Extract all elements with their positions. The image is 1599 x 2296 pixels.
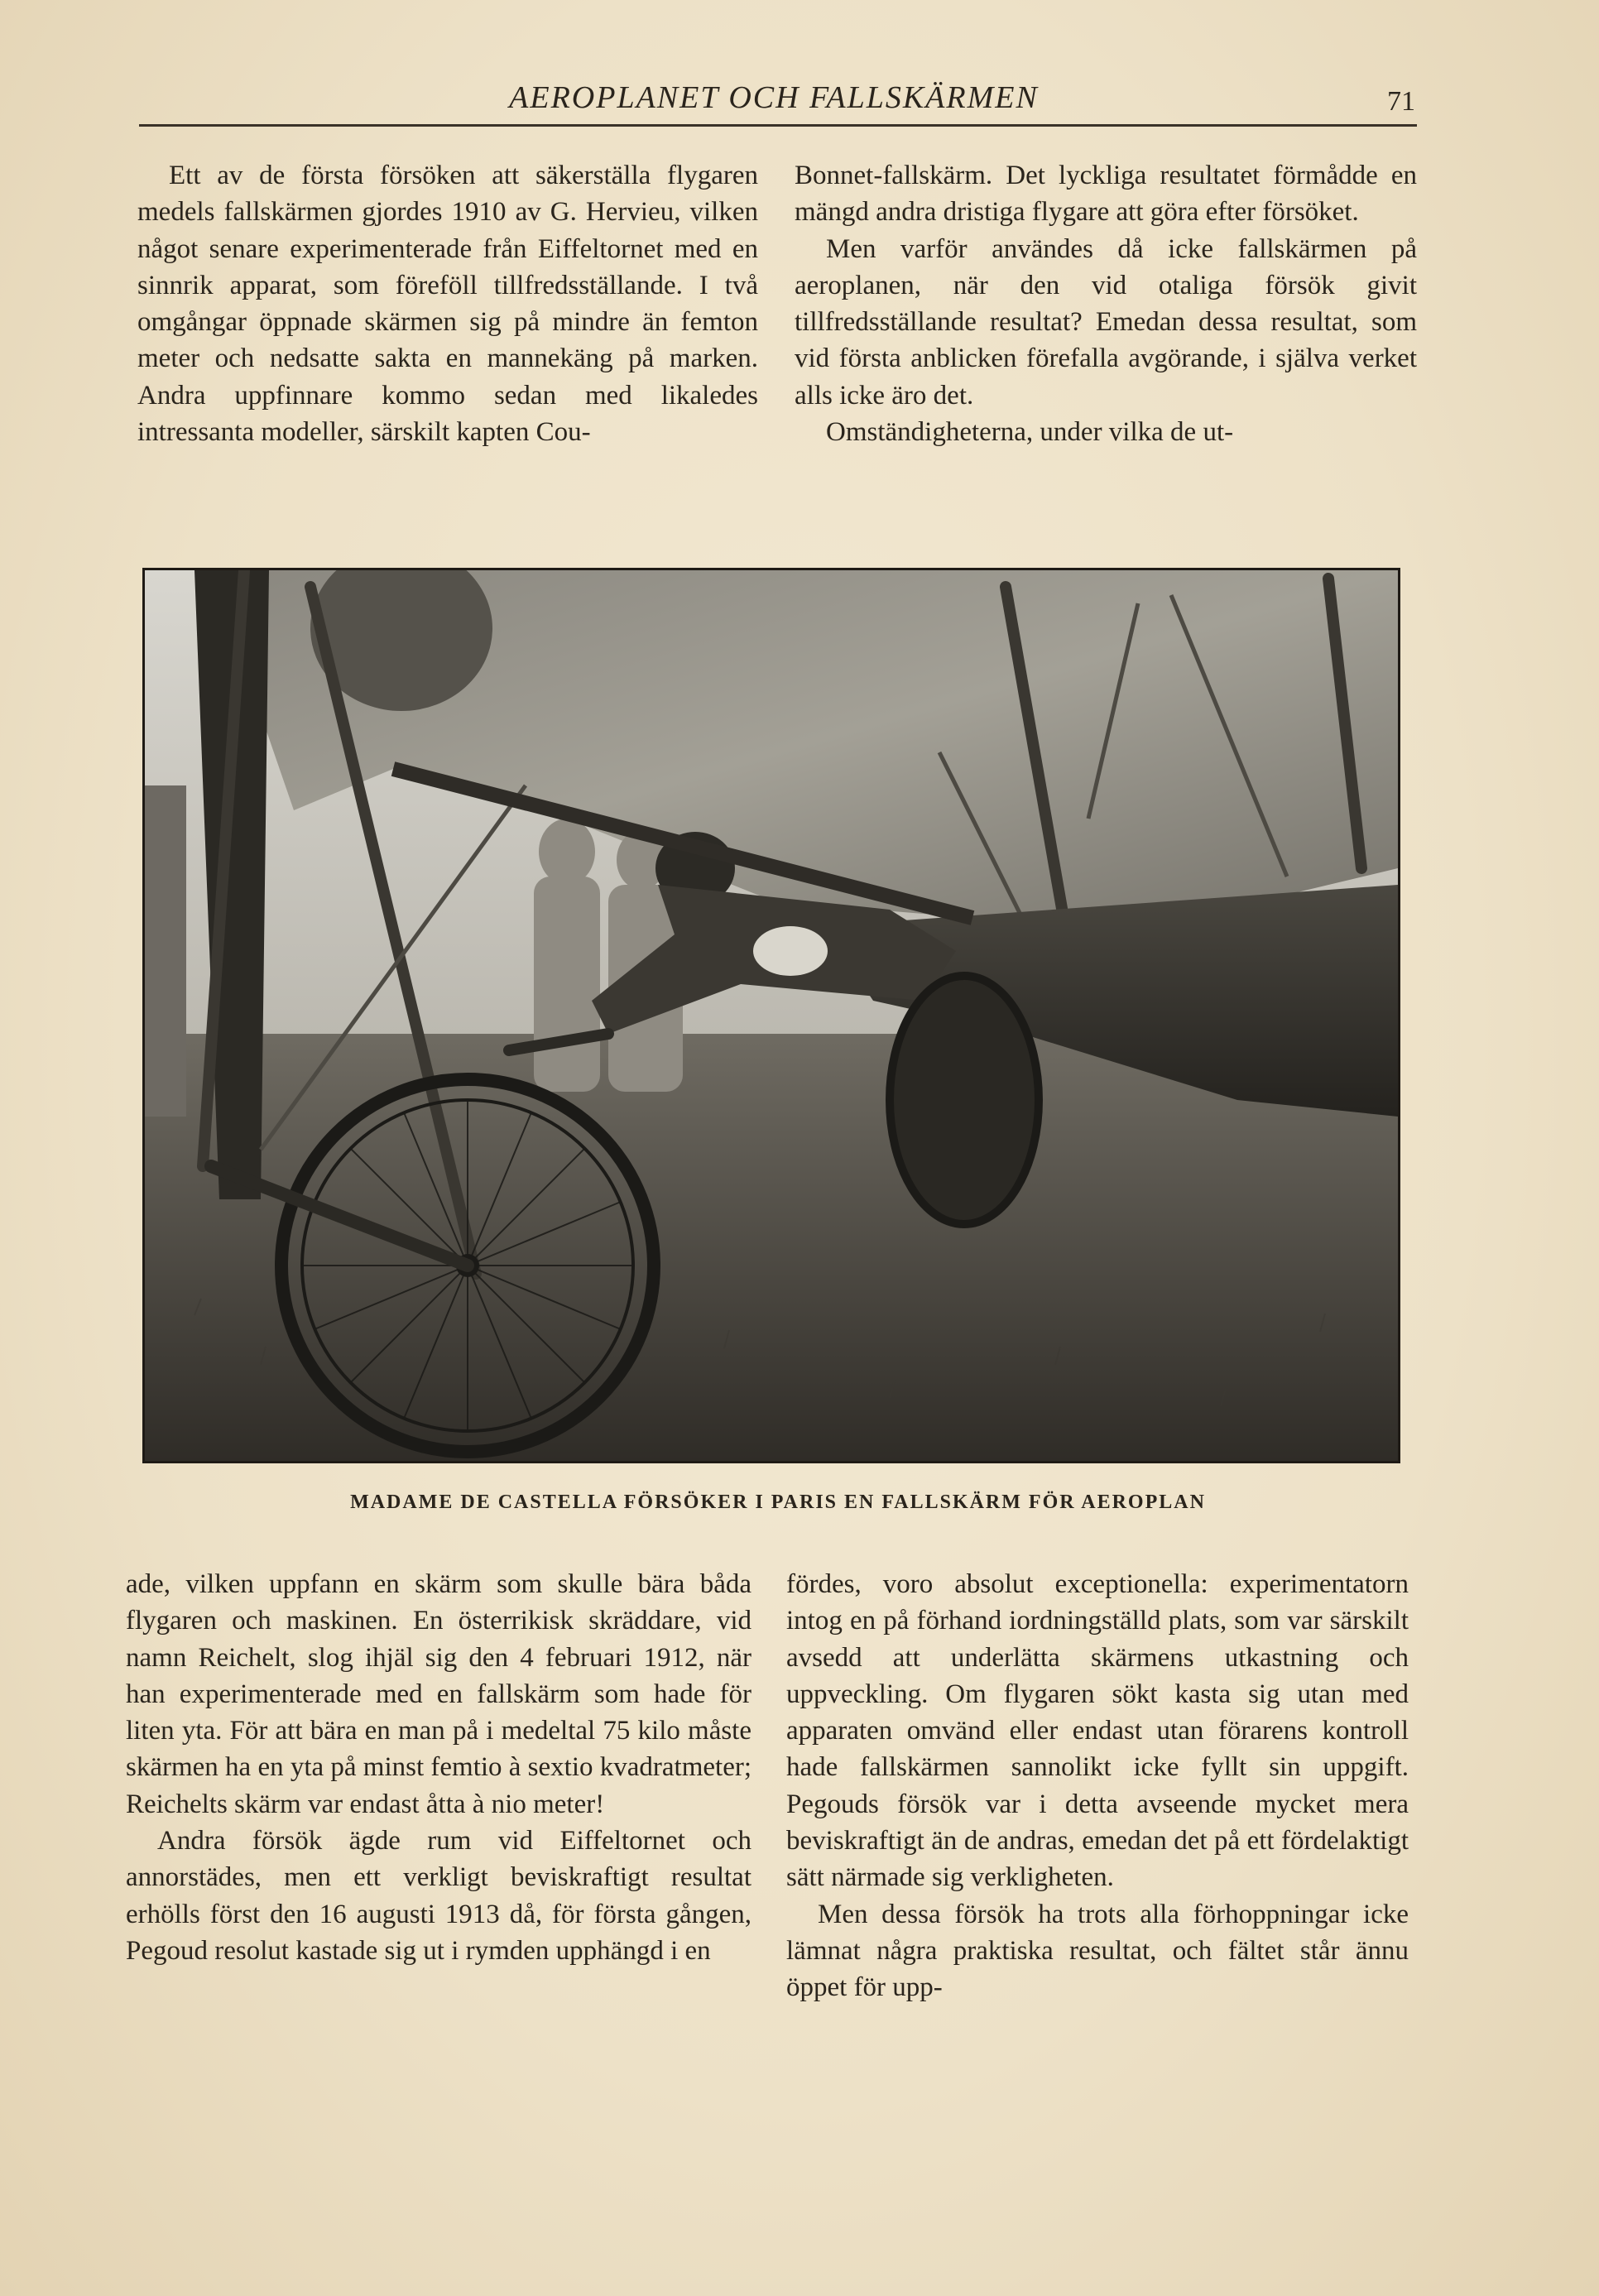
- paragraph: fördes, voro absolut exceptionella: experimentatorn intog en på förhand iordningställd plats, som var särskilt avsedd att underlätta skärmens utkastning och uppveckling. Om flygaren sökt kasta sig utan med apparaten omvänd eller endast utan förarens kontroll hade fallskärmen sannolikt icke fyllt sin uppgift. Pegouds försök var i detta avseende mycket mera beviskraftigt än de andras, emedan det på ett fördelaktigt sätt närmade sig verkligheten.: [786, 1569, 1409, 1893]
- text-column-bottom-left: [126, 1566, 751, 1969]
- paragraph: Omständigheterna, under vilka de ut-: [826, 417, 1234, 448]
- photograph-aeroplane-parachute: [142, 568, 1400, 1463]
- page-number: 71: [1387, 86, 1415, 117]
- paragraph: Ett av de första försöken att säkerställa flygaren medels fallskärmen gjordes 1910 av G. Hervieu, vilken något senare experimenterade från Eiffeltornet med en sinnrik apparat, som föreföll tillfredsställande. I två omgångar öppnade skärmen sig på mindre än femton meter och nedsatte sakta en mannekäng på marken. Andra uppfinnare kommo sedan med likaledes intressanta modeller, särskilt kapten Cou-: [137, 161, 758, 448]
- text-column-top-left: [137, 157, 758, 450]
- paragraph: ade, vilken uppfann en skärm som skulle bära båda flygaren och maskinen. En österrikisk skräddare, vid namn Reichelt, slog ihjäl sig den 4 februari 1912, när han experimenterade med en fallskärm som hade för liten yta. För att bära en man på i medeltal 75 kilo måste skärmen ha en yta på minst femtio à sextio kvadratmeter; Reichelts skärm var endast åtta à nio meter!: [126, 1569, 752, 1819]
- header-rule: [139, 124, 1417, 127]
- paragraph: Men varför användes då icke fallskärmen på aeroplanen, när den vid otaliga försök givit tillfredsställande resultat? Emedan dessa resultat, som vid första anblicken förefalla avgörande, i själva verket alls icke äro det.: [795, 233, 1417, 411]
- text-column-top-right: [795, 157, 1417, 450]
- paragraph: Men dessa försök ha trots alla förhoppningar icke lämnat några praktiska resultat, och fältet står ännu öppet för upp-: [786, 1899, 1409, 2003]
- running-header: AEROPLANET OCH FALLSKÄRMEN: [509, 80, 1039, 115]
- paragraph: Bonnet-fallskärm. Det lyckliga resultatet förmådde en mängd andra dristiga flygare att göra efter försöket.: [795, 161, 1417, 228]
- text-column-bottom-right: [786, 1566, 1409, 2006]
- figure-caption: MADAME DE CASTELLA FÖRSÖKER I PARIS EN FALLSKÄRM FÖR AEROPLAN: [350, 1491, 1206, 1513]
- paragraph: Andra försök ägde rum vid Eiffeltornet och annorstädes, men ett verkligt beviskraftigt resultat erhölls först den 16 augusti 1913 då, för första gången, Pegoud resolut kastade sig ut i rymden upphängd i en: [126, 1826, 751, 1966]
